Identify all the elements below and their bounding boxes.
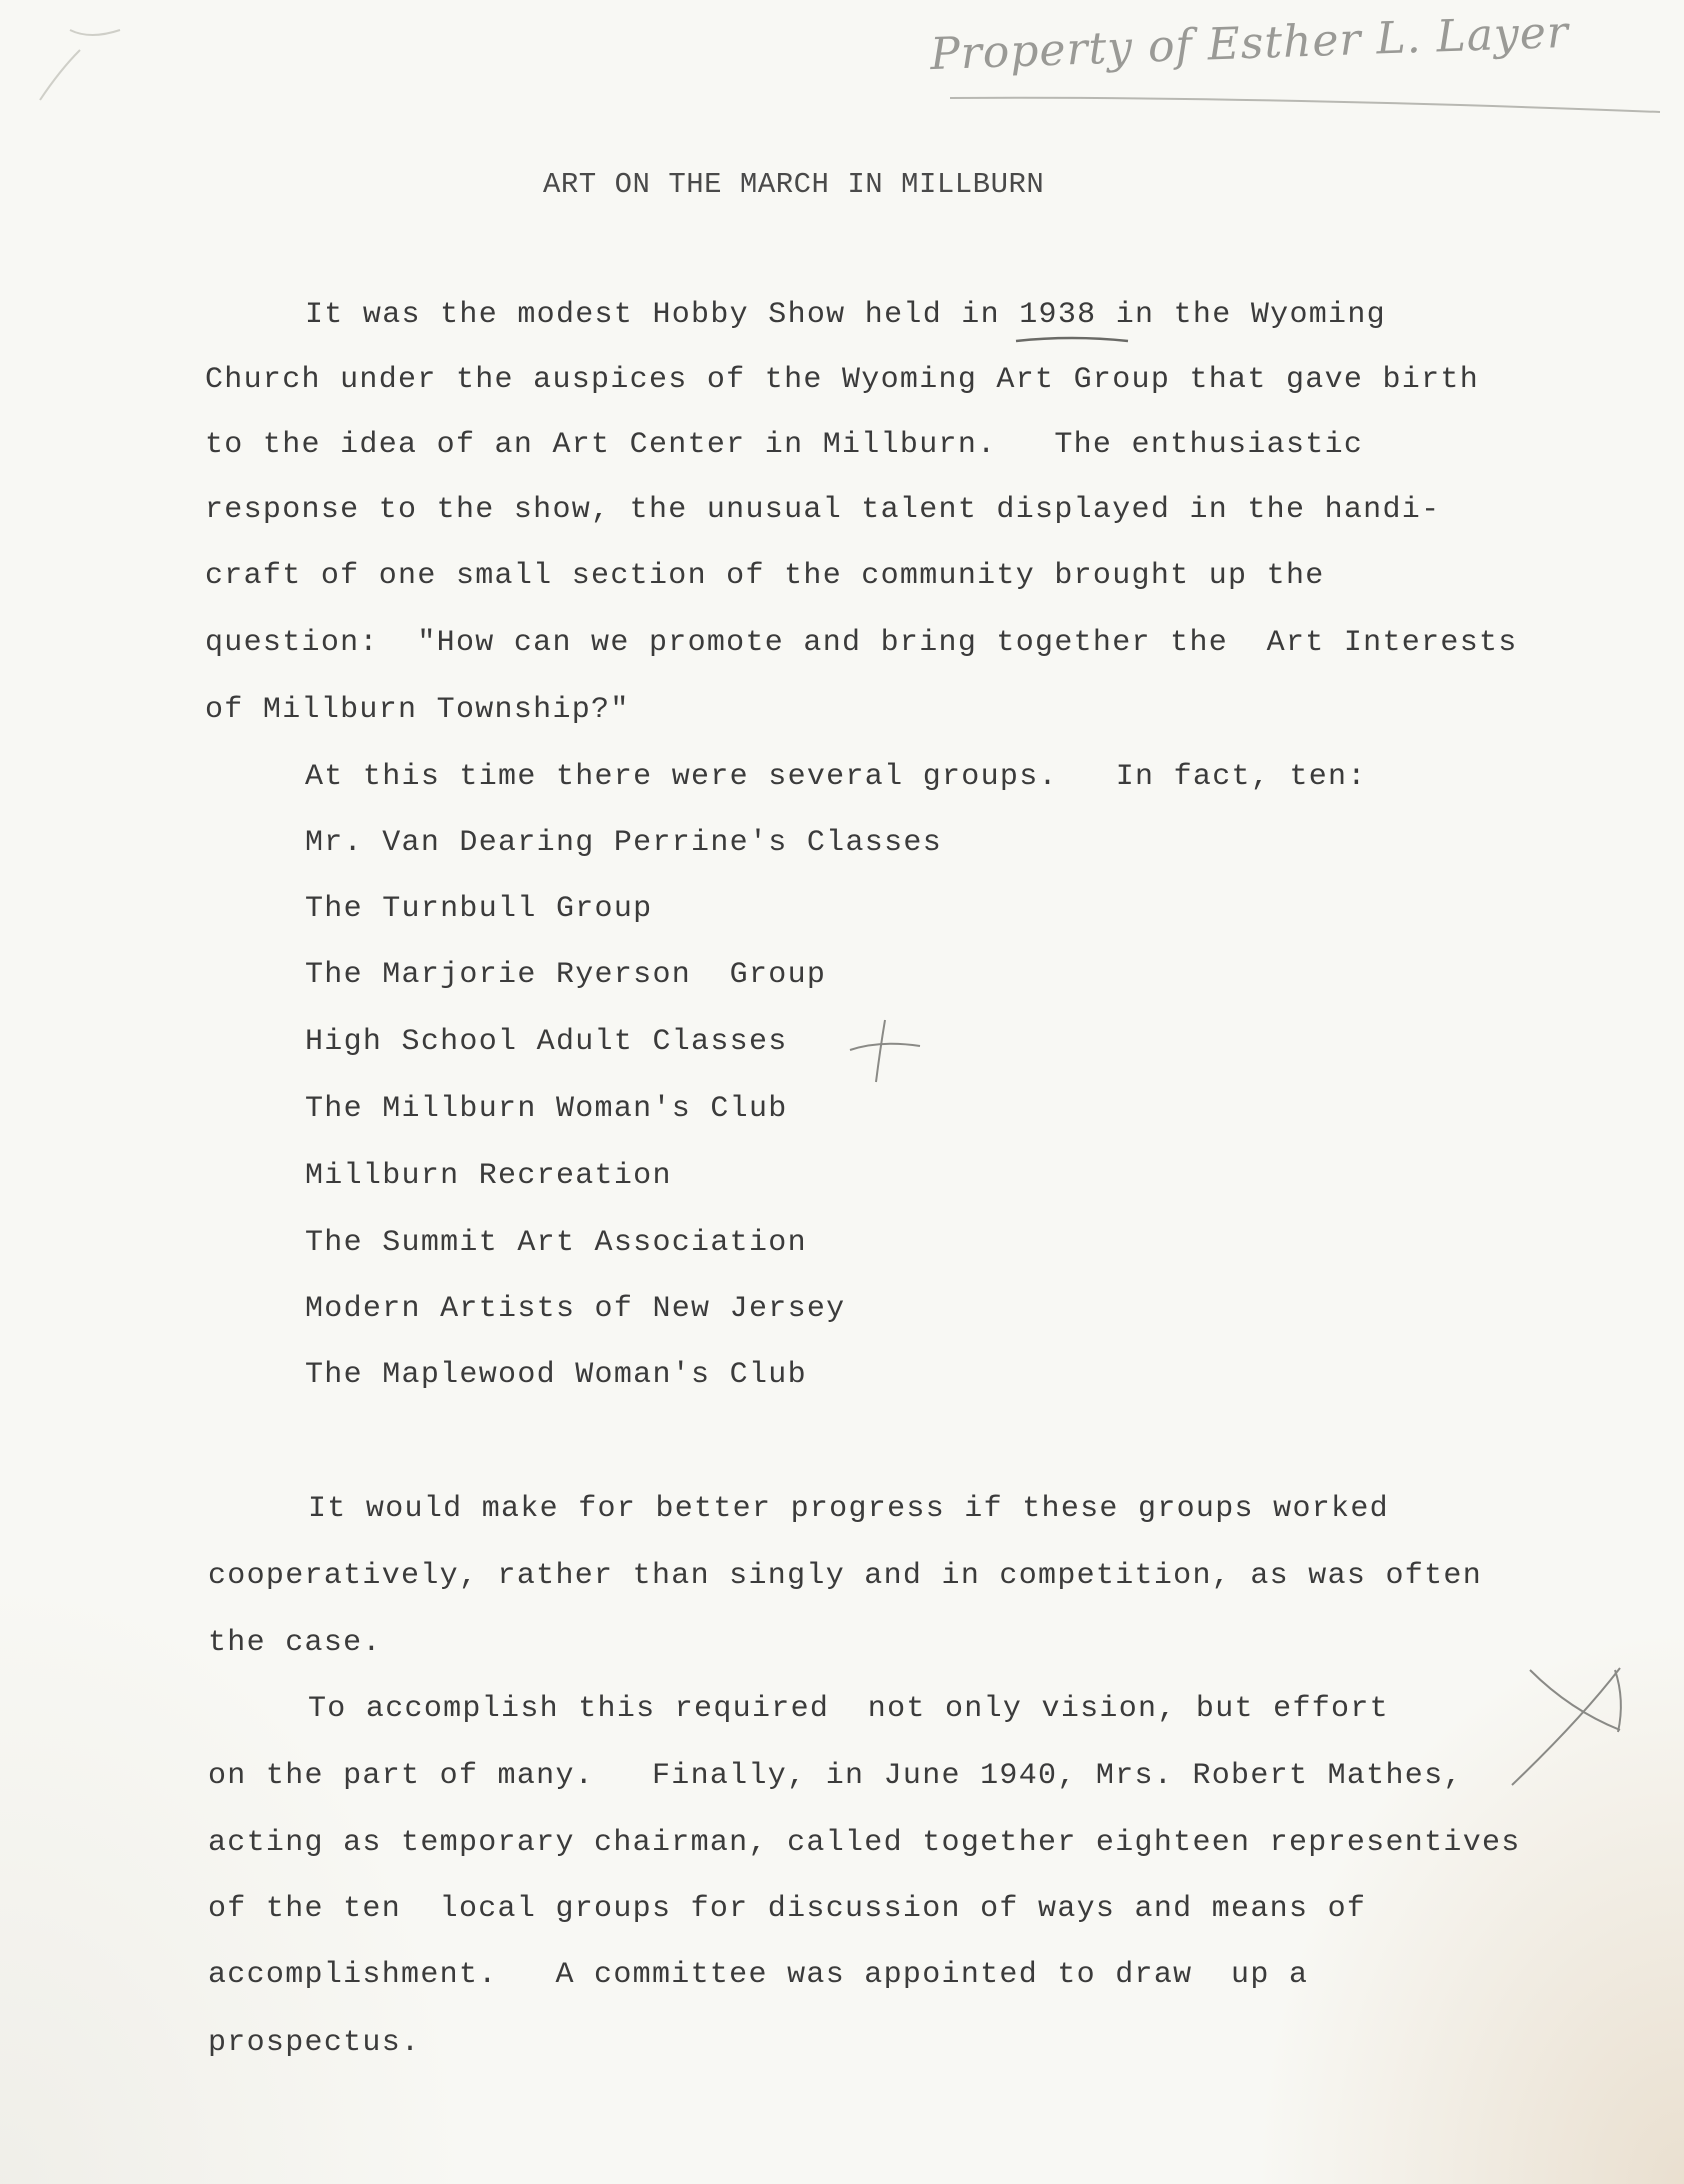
group-item: The Turnbull Group <box>305 892 653 926</box>
paragraph1-line-2: Church under the auspices of the Wyoming Art Group that gave birth <box>205 363 1479 397</box>
paragraph1-line-3: to the idea of an Art Center in Millburn. The enthusiastic <box>205 428 1364 462</box>
paragraph3-line-5: accomplishment. A committee was appointed to draw up a <box>208 1958 1309 1992</box>
paragraph1-line-5: craft of one small section of the community brought up the <box>205 559 1325 593</box>
document-title: ART ON THE MARCH IN MILLBURN <box>543 168 1045 201</box>
handwritten-check-mark <box>840 1010 930 1090</box>
handwritten-underline <box>0 0 1684 140</box>
paragraph3-line-3: acting as temporary chairman, called together eighteen representives <box>208 1826 1521 1860</box>
paragraph2-line-2: cooperatively, rather than singly and in competition, as was often <box>208 1559 1482 1593</box>
paragraph1-line-7: of Millburn Township?" <box>205 693 630 727</box>
group-item: The Summit Art Association <box>305 1226 807 1260</box>
paragraph3-line-6: prospectus. <box>208 2026 421 2060</box>
group-item: Modern Artists of New Jersey <box>305 1292 846 1326</box>
group-item: The Marjorie Ryerson Group <box>305 958 827 992</box>
year-underline-mark <box>1012 335 1132 347</box>
paragraph1-line-1: It was the modest Hobby Show held in 1938 in the Wyoming <box>305 298 1386 332</box>
group-item: Millburn Recreation <box>305 1159 672 1193</box>
group-item: The Maplewood Woman's Club <box>305 1358 807 1392</box>
paragraph3-line-2: on the part of many. Finally, in June 1940, Mrs. Robert Mathes, <box>208 1759 1463 1793</box>
group-item: The Millburn Woman's Club <box>305 1092 788 1126</box>
paragraph3-line-4: of the ten local groups for discussion of ways and means of <box>208 1892 1367 1926</box>
paragraph2-line-3: the case. <box>208 1626 382 1660</box>
handwritten-x-mark <box>1500 1660 1650 1790</box>
group-item: High School Adult Classes <box>305 1025 788 1059</box>
group-item: Mr. Van Dearing Perrine's Classes <box>305 826 942 860</box>
handwritten-ownership-note: Property of Esther L. Layer <box>929 6 1570 81</box>
groups-intro: At this time there were several groups. In fact, ten: <box>305 760 1367 794</box>
paragraph1-line-4: response to the show, the unusual talent displayed in the handi- <box>205 493 1441 527</box>
paragraph3-line-1: To accomplish this required not only vision, but effort <box>308 1692 1389 1726</box>
paragraph1-line-6: question: "How can we promote and bring together the Art Interests <box>205 626 1518 660</box>
paragraph2-line-1: It would make for better progress if these groups worked <box>308 1492 1389 1526</box>
